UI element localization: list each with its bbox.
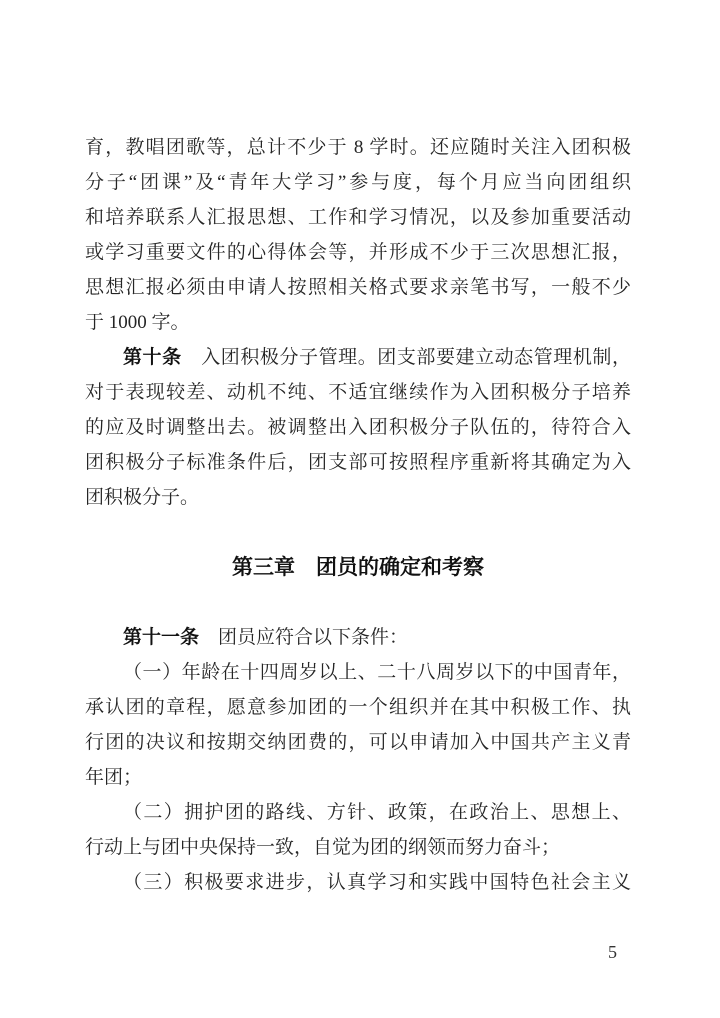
text-line — [85, 690, 631, 725]
text-run: （三）积极要求进步，认真学习和实践中国特色社会主义 — [123, 872, 631, 893]
document-body — [85, 130, 631, 900]
text-run: 和培养联系人汇报思想、工作和学习情况，以及参加重要活动 — [85, 207, 631, 228]
text-line — [85, 130, 631, 165]
text-run: 育，教唱团歌等，总计不少于 8 学时。还应随时关注入团积极 — [85, 137, 631, 158]
bold-text-run: 第三章 团员的确定和考察 — [232, 556, 484, 579]
text-line — [85, 375, 631, 410]
text-line — [85, 830, 631, 865]
text-run: （一）年龄在十四周岁以上、二十八周岁以下的中国青年， — [123, 662, 631, 683]
text-run: （二）拥护团的路线、方针、政策，在政治上、思想上、 — [123, 802, 631, 823]
text-run: 行动上与团中央保持一致，自觉为团的纲领而努力奋斗； — [85, 837, 561, 858]
text-run: 行团的决议和按期交纳团费的，可以申请加入中国共产主义青 — [85, 732, 631, 753]
text-run: 年团； — [85, 767, 143, 788]
text-line — [85, 865, 631, 900]
text-line — [85, 655, 631, 690]
text-line — [85, 410, 631, 445]
text-run: 或学习重要文件的心得体会等，并形成不少于三次思想汇报， — [85, 242, 631, 263]
text-line — [85, 305, 631, 340]
text-run: 入团积极分子管理。团支部要建立动态管理机制， — [181, 347, 631, 368]
text-run: 团员应符合以下条件： — [199, 627, 409, 648]
text-run: 团积极分子。 — [85, 487, 200, 508]
text-line — [85, 445, 631, 480]
text-line — [85, 620, 631, 655]
text-run: 承认团的章程，愿意参加团的一个组织并在其中积极工作、执 — [85, 697, 631, 718]
text-run: 分子“团课”及“青年大学习”参与度，每个月应当向团组织 — [85, 172, 631, 193]
page-number: 5 — [608, 942, 617, 962]
text-line — [85, 760, 631, 795]
text-line — [85, 270, 631, 305]
text-line — [85, 165, 631, 200]
text-run: 思想汇报必须由申请人按照相关格式要求亲笔书写，一般不少 — [85, 277, 631, 298]
text-line — [85, 795, 631, 830]
text-run: 团积极分子标准条件后，团支部可按照程序重新将其确定为入 — [85, 452, 631, 473]
bold-text-run: 第十条 — [123, 347, 182, 368]
text-line — [85, 340, 631, 375]
text-run: 的应及时调整出去。被调整出入团积极分子队伍的，待符合入 — [85, 417, 631, 438]
chapter-heading — [85, 550, 631, 585]
text-line — [85, 725, 631, 760]
text-line — [85, 200, 631, 235]
text-line — [85, 235, 631, 270]
text-run: 对于表现较差、动机不纯、不适宜继续作为入团积极分子培养 — [85, 382, 631, 403]
bold-text-run: 第十一条 — [123, 627, 200, 648]
text-line — [85, 480, 631, 515]
text-run: 于 1000 字。 — [85, 312, 190, 333]
